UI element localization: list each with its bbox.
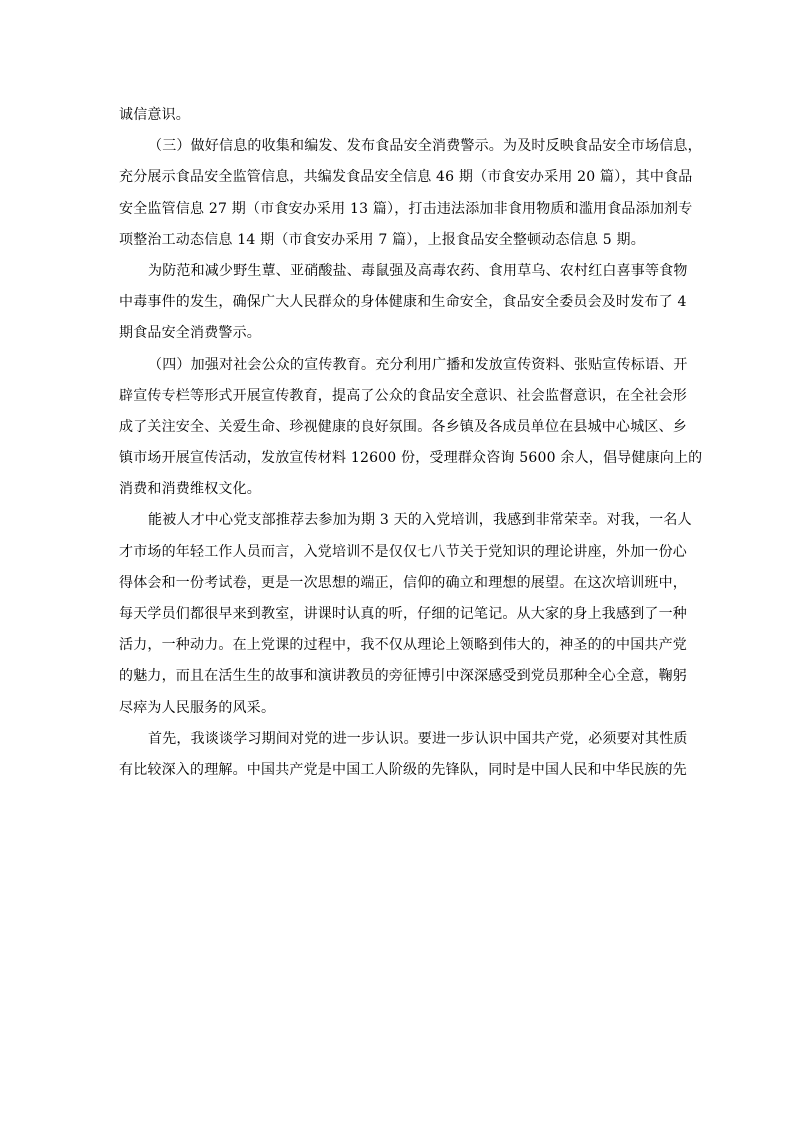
text-line: 中毒事件的发生，确保广大人民群众的身体健康和生命安全，食品安全委员会及时发布了 4 — [119, 294, 687, 311]
paragraph-poisoning-prevention — [119, 256, 688, 350]
text-line: 才市场的年轻工作人员而言，入党培训不是仅仅七八节关于党知识的理论讲座，外加一份心 — [119, 543, 687, 560]
text-line: 辟宣传专栏等形式开展宣传教育，提高了公众的食品安全意识、社会监督意识，在全社会形 — [119, 387, 687, 404]
text-line: 为防范和减少野生蕈、亚硝酸盐、毒鼠强及高毒农药、食用草乌、农村红白喜事等食物 — [148, 262, 688, 279]
paragraph-ending — [119, 100, 679, 131]
text-line: 项整治工动态信息 14 期（市食安办采用 7 篇），上报食品安全整顿动态信息 5 期。 — [119, 231, 645, 248]
text-line: 成了关注安全、关爱生命、珍视健康的良好氛围。各乡镇及各成员单位在县城中心城区、乡 — [119, 418, 687, 435]
text-line: 活力，一种动力。在上党课的过程中，我不仅从理论上领略到伟大的，神圣的的中国共产党 — [119, 637, 687, 654]
text-line: 镇市场开展宣传活动，发放宣传材料 12600 份，受理群众咨询 5600 余人，倡导健康向上的 — [119, 450, 703, 467]
document-page — [119, 100, 703, 786]
text-line: 诚信意识。 — [119, 107, 190, 123]
text-line: 的魅力，而且在活生生的故事和演讲教员的旁征博引中深深感受到党员那种全心全意，鞠躬 — [119, 668, 687, 685]
text-line: 能被人才中心党支部推荐去参加为期 3 天的入党培训，我感到非常荣幸。对我，一名人 — [148, 512, 692, 529]
text-line: 首先，我谈谈学习期间对党的进一步认识。要进一步认识中国共产党，必须要对其性质 — [148, 730, 688, 747]
text-line: 安全监管信息 27 期（市食安办采用 13 篇），打击违法添加非食用物质和滥用食品添加剂专 — [119, 200, 693, 217]
text-line: 尽瘁为人民服务的风采。 — [119, 699, 276, 716]
text-line: 消费和消费维权文化。 — [119, 481, 261, 498]
text-line: （三）做好信息的收集和编发、发布食品安全消费警示。为及时反映食品安全市场信息， — [148, 138, 702, 155]
paragraph-info-collection — [119, 131, 702, 256]
paragraph-public-education — [119, 350, 703, 506]
text-line: 有比较深入的理解。中国共产党是中国工人阶级的先锋队，同时是中国人民和中华民族的先 — [119, 761, 687, 778]
text-line: 充分展示食品安全监管信息，共编发食品安全信息 46 期（市食安办采用 20 篇），其中食品 — [119, 169, 693, 186]
text-line: （四）加强对社会公众的宣传教育。充分利用广播和发放宣传资料、张贴宣传标语、开 — [148, 356, 688, 373]
text-line: 得体会和一份考试卷，更是一次思想的端正，信仰的确立和理想的展望。在这次培训班中， — [119, 574, 687, 591]
paragraph-party-training — [119, 505, 692, 723]
text-line: 期食品安全消费警示。 — [119, 325, 261, 342]
text-line: 每天学员们都很早来到教室，讲课时认真的听，仔细的记笔记。从大家的身上我感到了一种 — [119, 606, 687, 622]
paragraph-party-understanding — [119, 724, 688, 786]
